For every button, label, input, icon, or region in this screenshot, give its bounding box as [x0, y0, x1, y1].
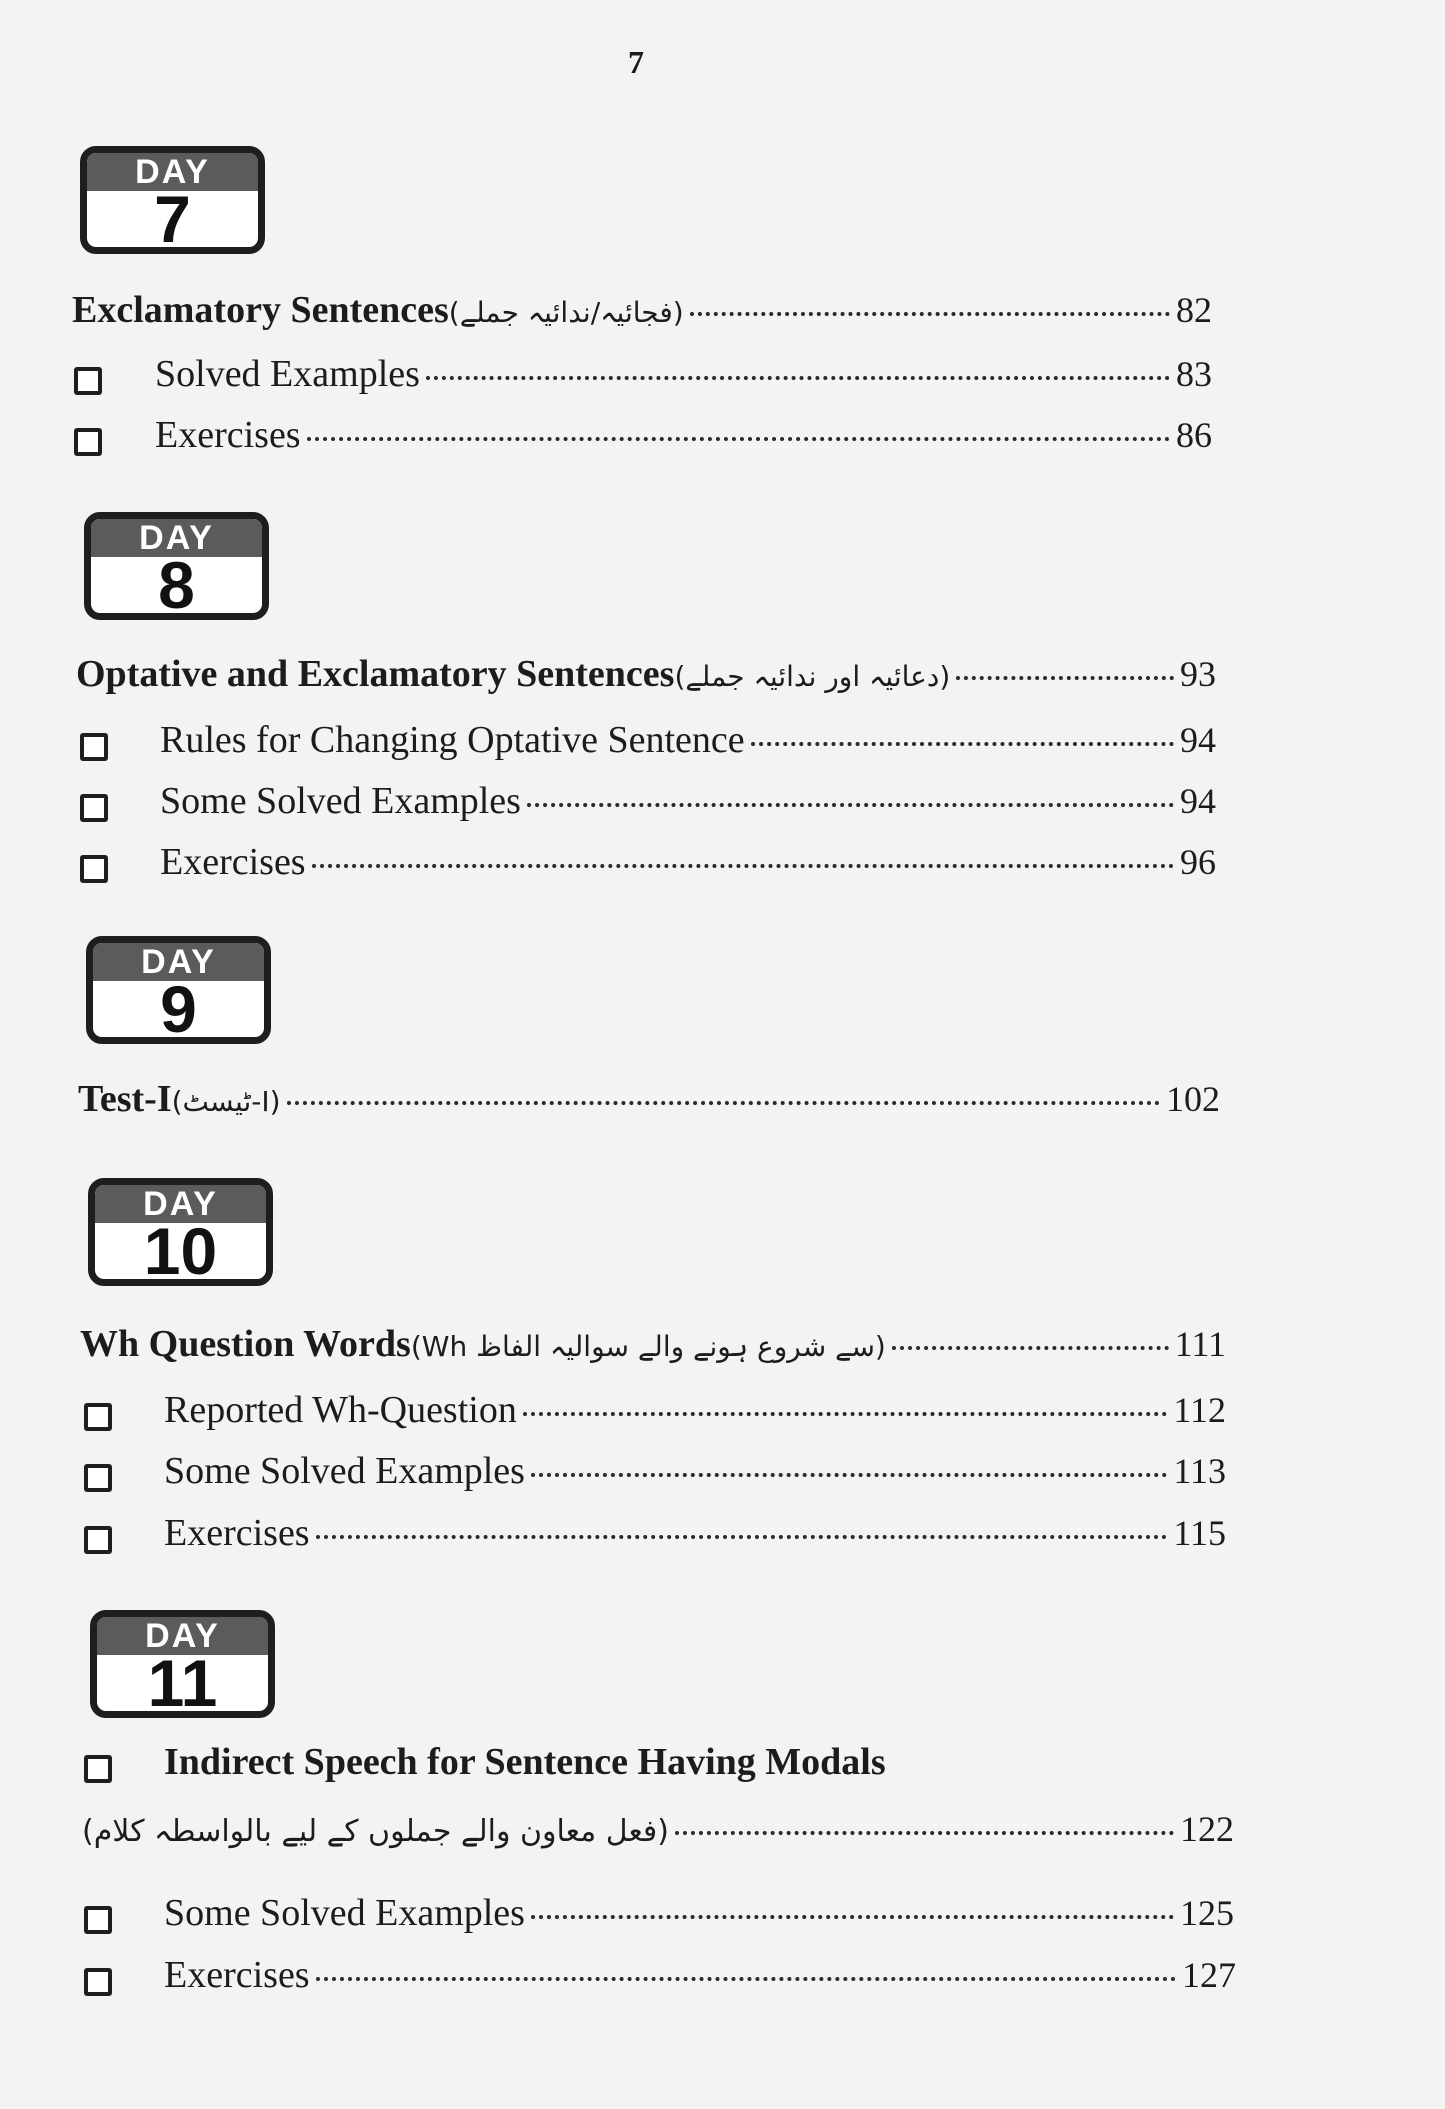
- toc-item-rules-optative[interactable]: [160, 718, 1216, 762]
- toc-item-exercises[interactable]: [164, 1953, 1236, 1997]
- checkbox-icon: [74, 367, 102, 395]
- toc-page-number: 127: [1182, 1955, 1236, 1995]
- checkbox-icon: [84, 1464, 112, 1492]
- toc-title: Test-I: [78, 1078, 172, 1120]
- toc-page-number: 113: [1173, 1451, 1226, 1491]
- toc-page-number: 115: [1173, 1513, 1226, 1553]
- toc-title: Wh Question Words: [80, 1323, 411, 1365]
- dot-leader: [316, 1977, 1176, 1981]
- toc-title: Rules for Changing Optative Sentence: [160, 719, 745, 761]
- day-label: DAY: [87, 153, 258, 191]
- toc-item-some-solved-examples[interactable]: [160, 779, 1216, 823]
- dot-leader: [307, 437, 1170, 441]
- toc-urdu-title: (دعائیہ اور ندائیہ جملے): [674, 660, 951, 693]
- toc-page-number: 83: [1176, 354, 1212, 394]
- day-number: 8: [158, 548, 195, 620]
- toc-title: Some Solved Examples: [164, 1450, 525, 1492]
- toc-page-number: 112: [1173, 1390, 1226, 1430]
- day-badge-7: [80, 146, 265, 254]
- dot-leader: [312, 864, 1174, 868]
- toc-page-number: 111: [1174, 1324, 1226, 1364]
- toc-item-some-solved-examples[interactable]: [164, 1891, 1234, 1935]
- toc-page-number: 125: [1180, 1893, 1234, 1933]
- toc-heading-exclamatory[interactable]: [72, 288, 1212, 332]
- dot-leader: [892, 1346, 1169, 1350]
- toc-page-number: 96: [1180, 842, 1216, 882]
- toc-title: Reported Wh-Question: [164, 1389, 517, 1431]
- toc-heading-indirect-speech-modals[interactable]: Indirect Speech for Sentence Having Modals: [164, 1741, 886, 1783]
- toc-page-number: 82: [1176, 290, 1212, 330]
- day-label: DAY: [93, 943, 264, 981]
- dot-leader: [531, 1915, 1174, 1919]
- toc-title: Solved Examples: [155, 353, 420, 395]
- toc-page-number: 102: [1166, 1079, 1220, 1119]
- day-badge-11: [90, 1610, 275, 1718]
- day-badge-9: [86, 936, 271, 1044]
- dot-leader: [690, 312, 1170, 316]
- toc-item-exercises[interactable]: [164, 1511, 1226, 1555]
- checkbox-icon: [84, 1906, 112, 1934]
- dot-leader: [523, 1412, 1167, 1416]
- toc-item-solved-examples[interactable]: [155, 352, 1212, 396]
- toc-title: Some Solved Examples: [164, 1892, 525, 1934]
- toc-urdu-title: (فعل معاون والے جملوں کے لیے بالواسطہ کلام): [82, 1814, 669, 1849]
- toc-title: Some Solved Examples: [160, 780, 521, 822]
- toc-item-exercises[interactable]: [155, 413, 1212, 457]
- checkbox-icon: [84, 1968, 112, 1996]
- day-number: 9: [160, 972, 197, 1044]
- toc-item-reported-wh-question[interactable]: [164, 1388, 1226, 1432]
- day-number: 10: [143, 1214, 218, 1286]
- toc-title: Exercises: [155, 414, 301, 456]
- checkbox-icon: [80, 794, 108, 822]
- toc-title: Exercises: [164, 1954, 310, 1996]
- toc-page-number: 94: [1180, 781, 1216, 821]
- day-badge-8: [84, 512, 269, 620]
- dot-leader: [426, 376, 1170, 380]
- dot-leader: [956, 676, 1174, 680]
- day-label: DAY: [95, 1185, 266, 1223]
- toc-title: Exclamatory Sentences: [72, 289, 449, 331]
- toc-page-number: 94: [1180, 720, 1216, 760]
- toc-title: Optative and Exclamatory Sentences: [76, 653, 675, 695]
- day-number: 11: [147, 1646, 218, 1718]
- toc-heading-test-1[interactable]: [78, 1077, 1220, 1121]
- toc-item-some-solved-examples[interactable]: [164, 1449, 1226, 1493]
- day-badge-10: [88, 1178, 273, 1286]
- day-number: 7: [154, 182, 191, 254]
- checkbox-icon: [80, 733, 108, 761]
- checkbox-icon: [74, 428, 102, 456]
- dot-leader: [527, 803, 1174, 807]
- day-label: DAY: [91, 519, 262, 557]
- toc-urdu-title: (فجائیہ/ندائیہ جملے): [448, 296, 684, 329]
- toc-title: Exercises: [160, 841, 306, 883]
- toc-page-number: 86: [1176, 415, 1212, 455]
- dot-leader: [531, 1473, 1167, 1477]
- day-label: DAY: [97, 1617, 268, 1655]
- checkbox-icon: [84, 1526, 112, 1554]
- checkbox-icon: [84, 1403, 112, 1431]
- dot-leader: [316, 1535, 1168, 1539]
- toc-heading-indirect-speech-urdu[interactable]: [82, 1808, 1234, 1850]
- toc-title: Exercises: [164, 1512, 310, 1554]
- checkbox-icon: [80, 855, 108, 883]
- toc-urdu-title: (ٹیسٹ-I): [171, 1085, 281, 1118]
- toc-heading-wh-question-words[interactable]: [80, 1322, 1226, 1366]
- dot-leader: [675, 1831, 1174, 1835]
- checkbox-icon: [84, 1755, 112, 1783]
- toc-page-number: 122: [1180, 1809, 1234, 1849]
- toc-page-number: 93: [1180, 654, 1216, 694]
- dot-leader: [287, 1101, 1160, 1105]
- dot-leader: [751, 742, 1174, 746]
- toc-item-exercises[interactable]: [160, 840, 1216, 884]
- toc-urdu-title: (Wh سے شروع ہونے والے سوالیہ الفاظ): [410, 1330, 886, 1363]
- toc-heading-optative[interactable]: [76, 652, 1216, 696]
- page-number: 7: [628, 44, 644, 80]
